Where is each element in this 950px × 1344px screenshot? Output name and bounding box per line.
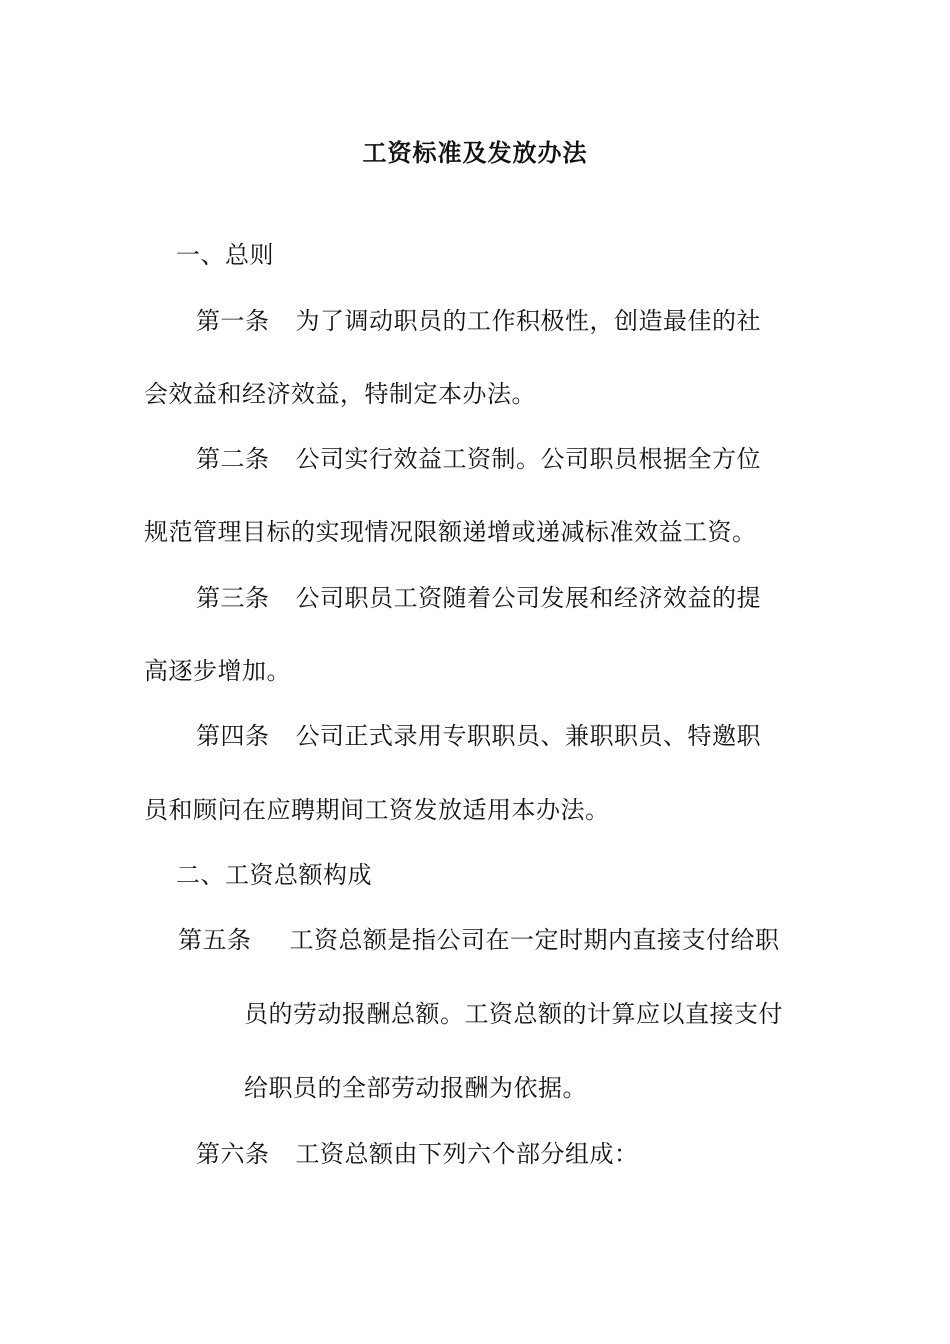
article-first-line — [196, 444, 761, 474]
article-continuation-line: 员的劳动报酬总额。工资总额的计算应以直接支付 — [244, 1000, 783, 1028]
article-first-line — [196, 721, 761, 751]
article-first-line — [196, 583, 761, 613]
article-label: 第四条 — [196, 722, 270, 750]
article-continuation-line: 员和顾问在应聘期间工资发放适用本办法。 — [144, 796, 610, 824]
section-heading: 一、总则 — [176, 241, 274, 269]
article-continuation-line: 高逐步增加。 — [144, 657, 291, 685]
article-label: 第六条 — [196, 1140, 270, 1168]
article-text: 工资总额由下列六个部分组成： — [295, 1140, 639, 1168]
article-text: 为了调动职员的工作积极性，创造最佳的社 — [295, 307, 761, 335]
article-continuation-line: 会效益和经济效益，特制定本办法。 — [144, 380, 536, 408]
article-label: 第一条 — [196, 307, 270, 335]
article-text: 公司职员工资随着公司发展和经济效益的提 — [295, 584, 761, 612]
article-first-line — [196, 306, 761, 336]
article-first-line — [196, 1139, 639, 1169]
article-continuation-line: 给职员的全部劳动报酬为依据。 — [244, 1074, 587, 1102]
document-title: 工资标准及发放办法 — [362, 138, 588, 167]
article-first-line — [178, 925, 780, 955]
article-label: 第二条 — [196, 445, 270, 473]
section-heading: 二、工资总额构成 — [176, 861, 372, 889]
article-text: 公司实行效益工资制。公司职员根据全方位 — [295, 445, 761, 473]
article-label: 第五条 — [178, 926, 252, 954]
article-label: 第三条 — [196, 584, 270, 612]
article-text: 公司正式录用专职职员、兼职职员、特邀职 — [295, 722, 761, 750]
article-text: 工资总额是指公司在一定时期内直接支付给职 — [289, 926, 780, 954]
article-continuation-line: 规范管理目标的实现情况限额递增或递减标准效益工资。 — [144, 518, 757, 546]
